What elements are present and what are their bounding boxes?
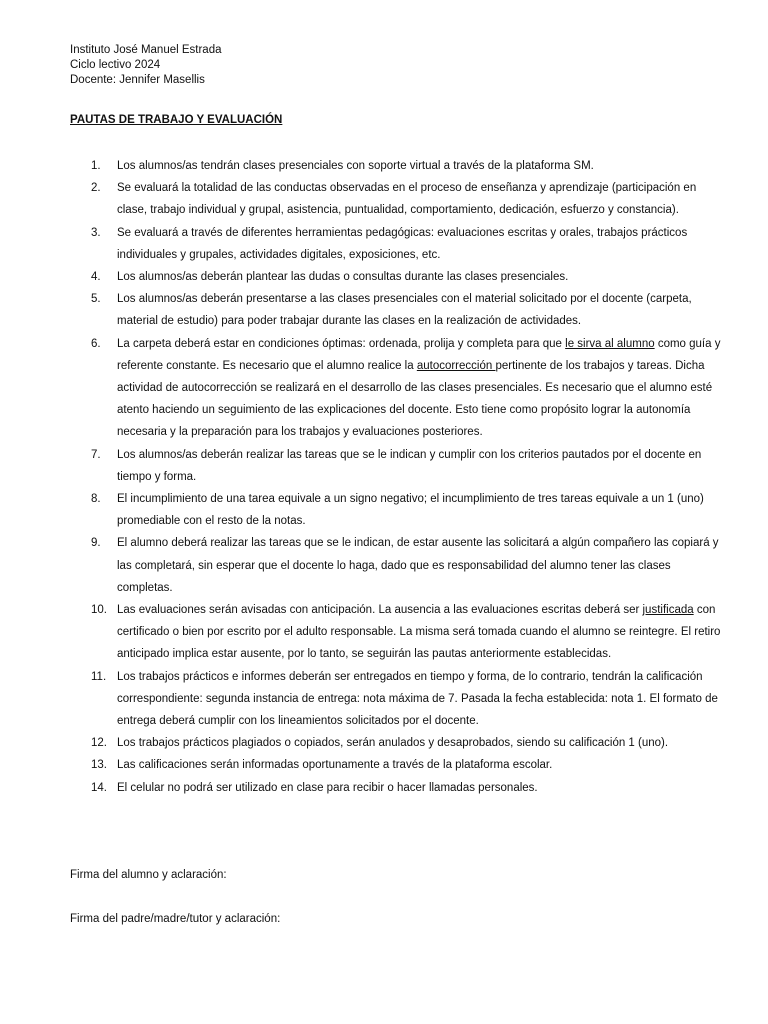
item-number: 5. <box>91 293 101 306</box>
item-number: 8. <box>91 493 101 506</box>
item-number: 7. <box>91 448 101 461</box>
item-text: Se evaluará a través de diferentes herramientas pedagógicas: evaluaciones escritas y orales, trabajos prácticos individuales y grupales, actividades digitales, exposiciones, etc. <box>117 226 688 261</box>
list-item <box>70 777 728 799</box>
underlined-text: autocorrección <box>416 359 496 372</box>
list-item <box>70 177 728 221</box>
item-text: Los alumnos/as deberán presentarse a las clases presenciales con el material solicitado por el docente (carpeta, material de estudio) para poder trabajar durante las clases en la realización de actividades. <box>117 293 692 328</box>
item-number: 3. <box>91 226 101 239</box>
item-number: 11. <box>91 670 107 683</box>
list-item <box>70 288 728 332</box>
list-item <box>70 266 728 288</box>
item-text: Los alumnos/as tendrán clases presenciales con soporte virtual a través de la plataforma SM. <box>117 160 594 172</box>
item-number: 9. <box>91 537 101 550</box>
item-text: La carpeta deberá estar en condiciones óptimas: ordenada, prolija y completa para que le sirva al alumno como guía y referente constante. Es necesario que el alumno realice la autocorrección pertinente de los trabajos y tareas. Dicha actividad de autocorrección se realizará en el desarrollo de las clases presenciales. Es necesario que el alumno esté atento haciendo un seguimiento de las explicaciones del docente. Esto tiene como propósito lograr la autonomía necesaria y la preparación para los trabajos y evaluaciones posteriores. <box>117 337 721 439</box>
list-item <box>70 222 728 266</box>
item-number: 1. <box>91 160 101 172</box>
item-number: 12. <box>91 737 107 750</box>
guardian-signature-line: Firma del padre/madre/tutor y aclaración: <box>70 913 281 925</box>
item-text: El celular no podrá ser utilizado en clase para recibir o hacer llamadas personales. <box>117 781 538 794</box>
rules-list <box>70 155 728 799</box>
item-text: El incumplimiento de una tarea equivale a un signo negativo; el incumplimiento de tres tareas equivale a un 1 (uno) promediable con el resto de la notas. <box>117 493 704 528</box>
institution-name: Instituto José Manuel Estrada <box>70 44 222 56</box>
teacher-name: Docente: Jennifer Masellis <box>70 74 205 86</box>
item-number: 13. <box>91 759 107 772</box>
item-number: 10. <box>91 604 107 617</box>
item-text: Los trabajos prácticos plagiados o copiados, serán anulados y desaprobados, siendo su calificación 1 (uno). <box>117 737 669 750</box>
list-item <box>70 666 728 733</box>
item-text: Los alumnos/as deberán realizar las tareas que se le indican y cumplir con los criterios pautados por el docente en tiempo y forma. <box>117 448 702 483</box>
item-number: 4. <box>91 271 101 284</box>
item-text: Las evaluaciones serán avisadas con anticipación. La ausencia a las evaluaciones escritas deberá ser justificada con certificado o bien por escrito por el adulto responsable. La misma será tomada cuando el alumno se reintegre. El retiro anticipado implica estar ausente, por lo tanto, se seguirán las pautas anteriormente establecidas. <box>117 604 721 661</box>
item-text: Las calificaciones serán informadas oportunamente a través de la plataforma escolar. <box>117 759 553 772</box>
list-item <box>70 488 728 532</box>
item-text: Los alumnos/as deberán plantear las dudas o consultas durante las clases presenciales. <box>117 271 569 284</box>
item-number: 14. <box>91 781 107 794</box>
underlined-text: justificada <box>642 604 694 617</box>
student-signature-line: Firma del alumno y aclaración: <box>70 869 227 881</box>
list-item <box>70 333 728 444</box>
list-item <box>70 599 728 666</box>
item-number: 2. <box>91 182 101 195</box>
list-item <box>70 532 728 599</box>
underlined-text: le sirva al alumno <box>565 337 655 350</box>
item-text: El alumno deberá realizar las tareas que se le indican, de estar ausente las solicitará a algún compañero las copiará y las completará, sin esperar que el docente lo haga, dado que es responsabilidad del alumno tener las clases completas. <box>117 537 719 594</box>
item-number: 6. <box>91 337 101 350</box>
list-item <box>70 732 728 754</box>
item-text: Los trabajos prácticos e informes deberán ser entregados en tiempo y forma, de lo contrario, tendrán la calificación correspondiente: segunda instancia de entrega: nota máxima de 7. Pasada la fecha establecida: nota 1. El formato de entrega deberá cumplir con los lineamientos solicitados por el docente. <box>117 670 718 728</box>
document-title: PAUTAS DE TRABAJO Y EVALUACIÓN <box>70 114 283 126</box>
school-year: Ciclo lectivo 2024 <box>70 59 161 71</box>
list-item <box>70 155 728 177</box>
list-item <box>70 754 728 776</box>
list-item <box>70 444 728 488</box>
item-text: Se evaluará la totalidad de las conductas observadas en el proceso de enseñanza y aprendizaje (participación en clase, trabajo individual y grupal, asistencia, puntualidad, comportamiento, dedicación, esfuerzo y constancia). <box>117 182 697 217</box>
